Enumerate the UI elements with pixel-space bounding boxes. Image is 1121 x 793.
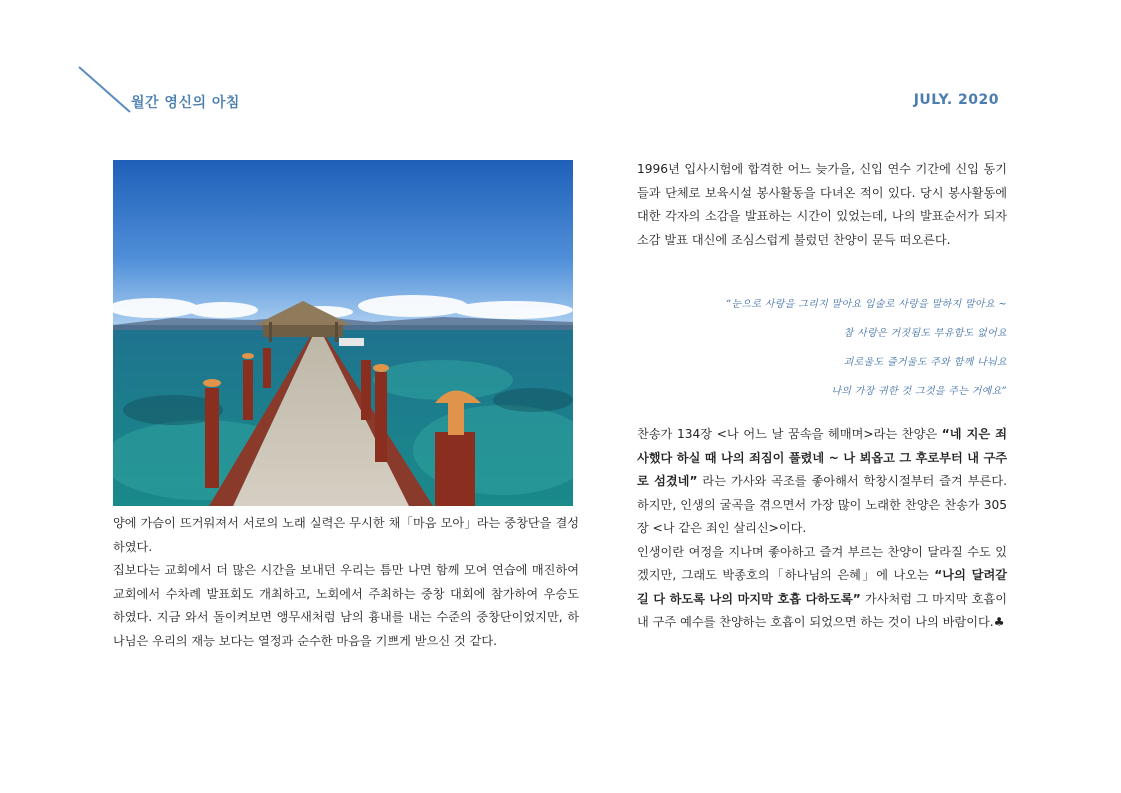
header-diagonal-line xyxy=(78,66,133,116)
paragraph-3-lead: 인생이란 여정을 지나며 좋아하고 즐겨 부르는 찬양이 달라질 수도 있겠지만, 그래도 박종호의「하나님의 은혜」에 나오는 xyxy=(637,544,1007,582)
paragraph-2-tail: 라는 가사와 곡조를 좋아해서 학창시절부터 즐겨 부른다. 하지만, 인생의 굴곡을 겪으면서 가장 많이 노래한 찬양은 찬송가 305장 <나 같은 죄인 살리신>이다. xyxy=(637,474,1007,535)
quote-line-1: “눈으로 사랑을 그리지 말아요 입술로 사랑을 말하지 말아요 ~ xyxy=(726,299,1007,310)
left-paragraph-2: 집보다는 교회에서 더 많은 시간을 보내던 우리는 틈만 나면 함께 모여 연습에 매진하여 교회에서 수차례 발표회도 개최하고, 노회에서 주최하는 중창 대회에 참가하여 우승도 하였다. 지금 와서 돌이켜보면 앵무새처럼 남의 흉내를 내는 수준의 중창단이었지만, 하나님은 우리의 재능 보다는 열정과 순수한 마음을 기쁘게 받으신 것 같다. xyxy=(113,563,579,648)
newsletter-title: 월간 영신의 아침 xyxy=(131,95,240,111)
quote-line-4: 나의 가장 귀한 것 그것을 주는 거예요” xyxy=(831,386,1007,397)
right-column-intro xyxy=(637,158,1007,252)
paragraph-2-lead: 찬송가 134장 <나 어느 날 꿈속을 헤매며>라는 찬양은 xyxy=(637,427,942,441)
paragraph-3-tail: 가사처럼 그 마지막 호흡이 내 구주 예수를 찬양하는 호흡이 되었으면 하는 것이 나의 바람이다. xyxy=(637,591,1007,629)
pier-over-ocean-photo xyxy=(113,160,573,506)
quote-line-2: 참 사랑은 거짓됨도 부유함도 없어요 xyxy=(843,328,1007,339)
club-symbol-icon: ♣ xyxy=(993,615,1005,629)
issue-date: JULY. 2020 xyxy=(913,92,999,108)
right-paragraph-2 xyxy=(637,423,1007,541)
hymn-quote xyxy=(640,290,1007,406)
left-column-text xyxy=(113,512,579,653)
hymn-lyric-emphasis-2: “나의 달려갈 길 다 하도록 나의 마지막 호흡 다하도록” xyxy=(637,568,1007,606)
right-paragraph-1: 1996년 입사시험에 합격한 어느 늦가을, 신입 연수 기간에 신입 동기들과 단체로 보육시설 봉사활동을 다녀온 적이 있다. 당시 봉사활동에 대한 각자의 소감을 발표하는 시간이 있었는데, 나의 발표순서가 되자 소감 발표 대신에 조심스럽게 불렀던 찬양이 문득 떠오른다. xyxy=(637,162,1007,247)
hymn-lyric-emphasis-1: “네 지은 죄 사했다 하실 때 나의 죄짐이 풀렸네 ~ 나 뵈옵고 그 후로부터 내 구주로 섬겼네” xyxy=(637,427,1007,488)
right-paragraph-3 xyxy=(637,541,1007,635)
left-paragraph-1: 양에 가슴이 뜨거워져서 서로의 노래 실력은 무시한 채「마음 모아」라는 중창단을 결성하였다. xyxy=(113,516,579,554)
quote-line-3: 괴로울도 즐거울도 주와 함께 나눠요 xyxy=(843,357,1007,368)
right-column-body xyxy=(637,423,1007,635)
